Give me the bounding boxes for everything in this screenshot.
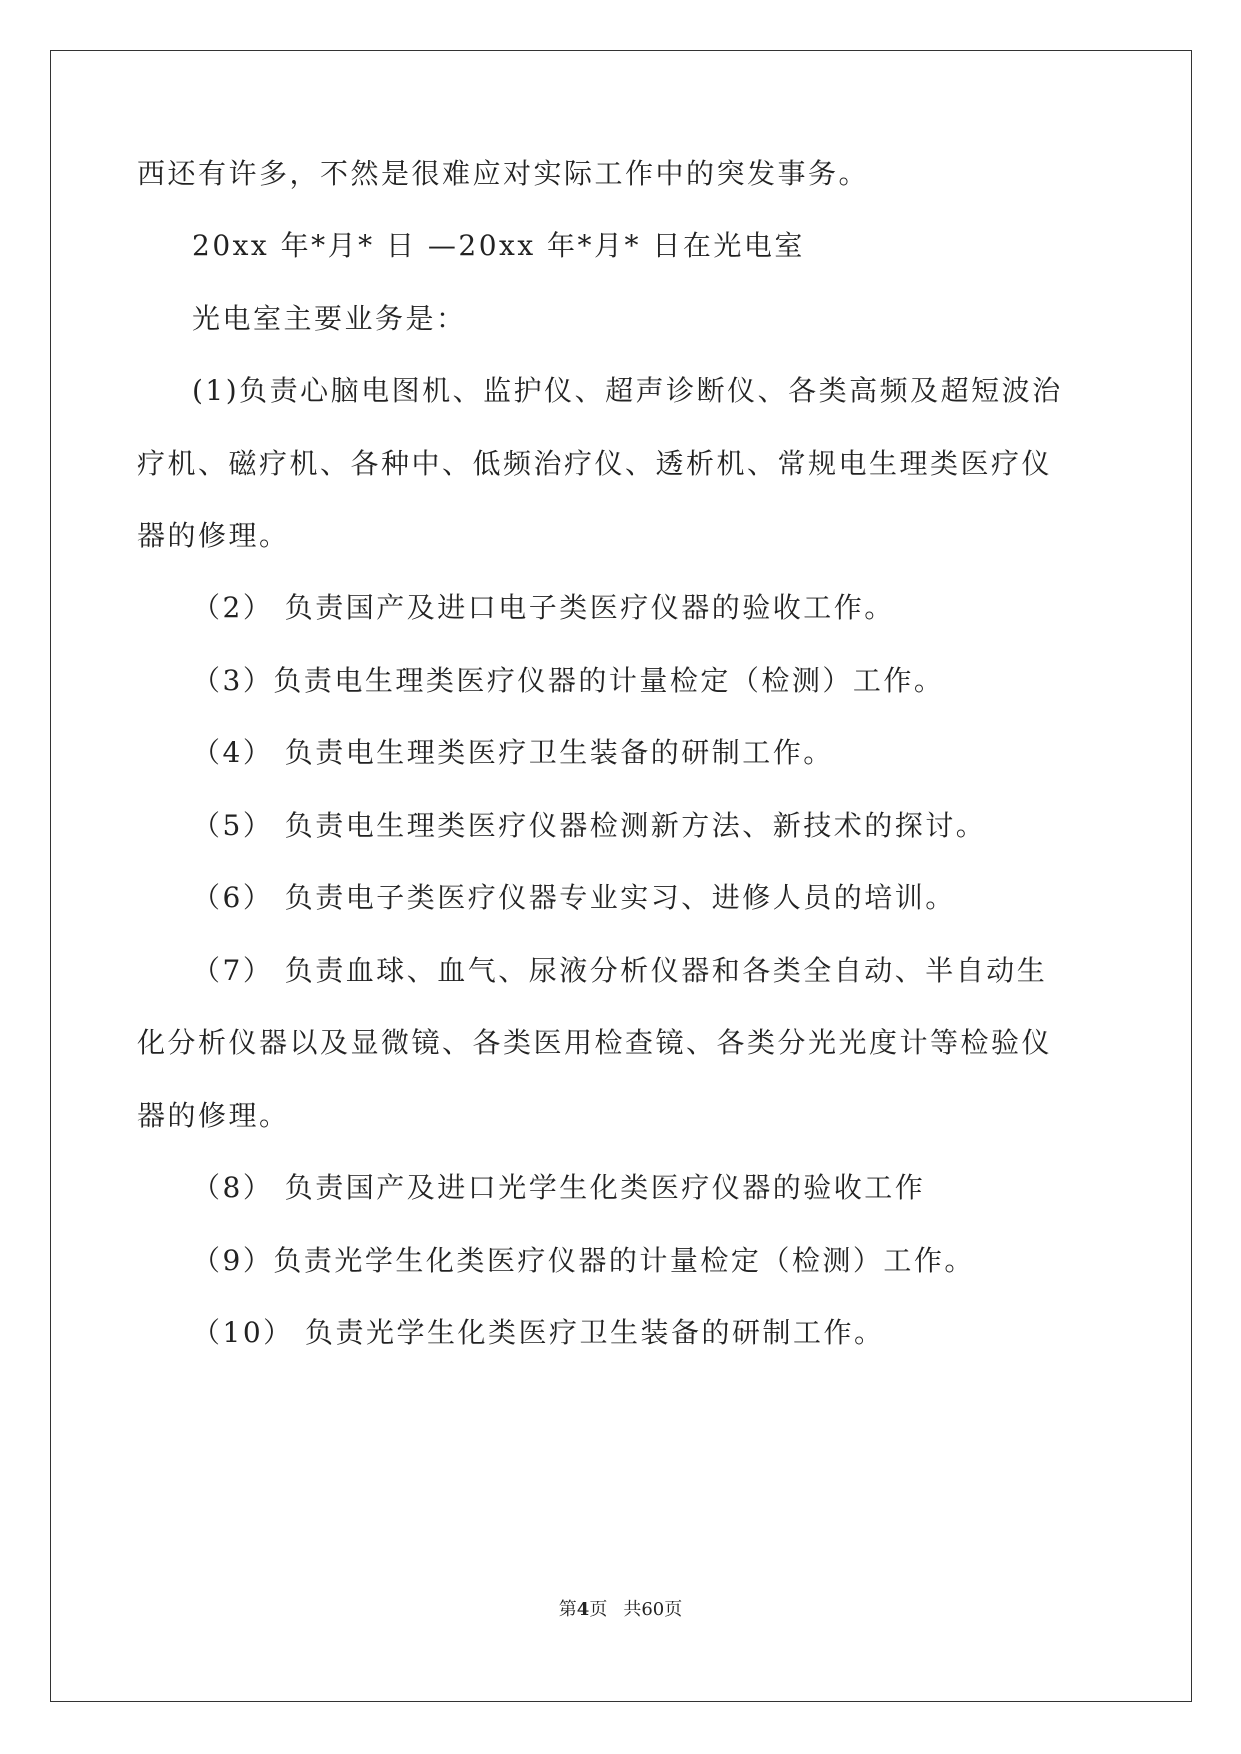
paragraph-line: （8） 负责国产及进口光学生化类医疗仪器的验收工作 bbox=[192, 1171, 926, 1204]
paragraph-line: （4） 负责电生理类医疗卫生装备的研制工作。 bbox=[192, 736, 834, 769]
paragraph-line: （3）负责电生理类医疗仪器的计量检定（检测）工作。 bbox=[192, 664, 945, 697]
paragraph-line: 光电室主要业务是： bbox=[192, 302, 467, 335]
paragraph-line: 器的修理。 bbox=[137, 1099, 290, 1132]
paragraph-line: （7） 负责血球、血气、尿液分析仪器和各类全自动、半自动生 bbox=[192, 954, 1048, 987]
paragraph-line: 化分析仪器以及显微镜、各类医用检查镜、各类分光光度计等检验仪 bbox=[137, 1026, 1053, 1059]
total-label-suffix: 页 bbox=[664, 1599, 683, 1620]
paragraph-line: 20xx 年*月* 日 —20xx 年*月* 日在光电室 bbox=[192, 229, 805, 262]
paragraph-line: （9）负责光学生化类医疗仪器的计量检定（检测）工作。 bbox=[192, 1244, 975, 1277]
page-label-prefix: 第 bbox=[558, 1599, 577, 1620]
paragraph-line: （2） 负责国产及进口电子类医疗仪器的验收工作。 bbox=[192, 591, 895, 624]
paragraph-line: （6） 负责电子类医疗仪器专业实习、进修人员的培训。 bbox=[192, 881, 956, 914]
paragraph-line: 疗机、磁疗机、各种中、低频治疗仪、透析机、常规电生理类医疗仪 bbox=[137, 447, 1053, 480]
page-number: 4 bbox=[576, 1599, 590, 1620]
page-frame bbox=[50, 50, 1192, 1702]
paragraph-line: 器的修理。 bbox=[137, 519, 290, 552]
paragraph-line: （5） 负责电生理类医疗仪器检测新方法、新技术的探讨。 bbox=[192, 809, 987, 842]
page-footer bbox=[0, 1598, 1241, 1622]
paragraph-line: (1)负责心脑电图机、监护仪、超声诊断仪、各类高频及超短波治 bbox=[192, 374, 1063, 407]
paragraph-line: 西还有许多，不然是很难应对实际工作中的突发事务。 bbox=[137, 157, 870, 190]
total-label-prefix: 共 bbox=[623, 1599, 642, 1620]
page-label-suffix: 页 bbox=[589, 1599, 608, 1620]
paragraph-line: （10） 负责光学生化类医疗卫生装备的研制工作。 bbox=[192, 1316, 885, 1349]
total-pages: 60 bbox=[641, 1599, 665, 1620]
